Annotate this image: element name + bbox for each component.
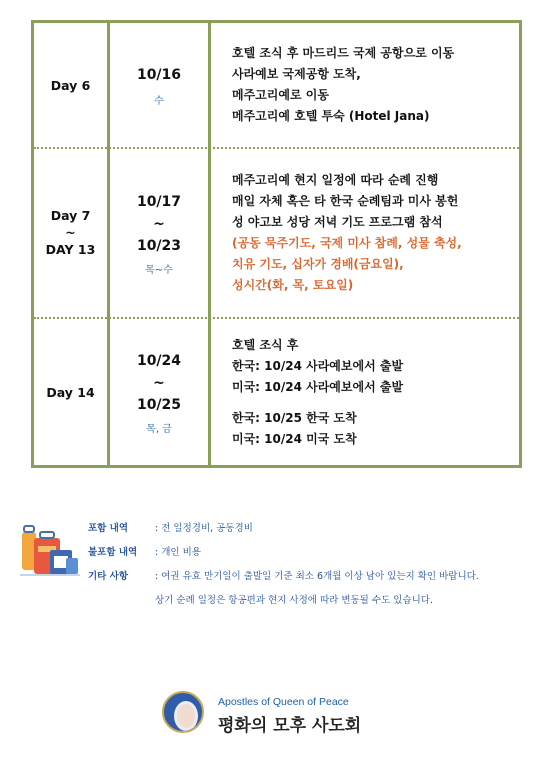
- weekday-label: 수: [154, 95, 164, 107]
- weekday-label: 목~수: [145, 264, 173, 276]
- date-cell: [107, 149, 211, 317]
- info-excluded: [88, 539, 479, 563]
- info-block: [88, 515, 479, 611]
- info-value: : 전 일정경비, 공동경비: [155, 523, 253, 534]
- description-line: 호텔 조식 후: [232, 337, 299, 352]
- date-value: ~: [153, 215, 165, 232]
- info-value: 상기 순례 일정은 항공편과 현지 사정에 따라 변동될 수도 있습니다.: [155, 595, 433, 606]
- day-label: ~: [65, 225, 76, 240]
- description-line: 미국: 10/24 사라예보에서 출발: [232, 379, 404, 394]
- description-line: 메주고리예 현지 일정에 따라 순례 진행: [232, 173, 439, 187]
- description-line: 메주고리예 호텔 투숙 (Hotel Jana): [232, 109, 430, 123]
- day-cell: [34, 23, 107, 147]
- description-cell: [211, 319, 519, 465]
- weekday-label: 목, 금: [146, 423, 172, 435]
- brand-english-name: Apostles of Queen of Peace: [218, 696, 349, 708]
- brand-korean-name: 평화의 모후 사도회: [218, 716, 362, 736]
- info-value: : 여권 유효 만기일이 출발일 기준 최소 6개월 이상 남아 있는지 확인 바랍니다.: [155, 571, 479, 582]
- description-cell: [211, 23, 519, 147]
- description-line: 성 야고보 성당 저녁 기도 프로그램 참석: [232, 215, 443, 229]
- info-label: 불포함 내역: [88, 547, 138, 558]
- day-label: Day 14: [46, 384, 95, 400]
- day-label: Day 6: [50, 77, 91, 93]
- day-cell: [34, 149, 107, 317]
- description-line: 미국: 10/24 미국 도착: [232, 431, 357, 446]
- itinerary-row-day14: [34, 319, 519, 465]
- queen-of-peace-logo: [162, 691, 204, 733]
- description-line: 매일 자체 혹은 타 한국 순례팀과 미사 봉헌: [232, 194, 459, 208]
- highlight-line: 치유 기도, 십자가 경배(금요일),: [232, 257, 404, 271]
- description-line: 호텔 조식 후 마드리드 국제 공항으로 이동: [232, 46, 455, 60]
- luggage-passport-icon: [16, 520, 86, 580]
- description-cell: [211, 149, 519, 317]
- description-line: 사라예보 국제공항 도착,: [232, 67, 361, 81]
- day-cell: [34, 319, 107, 465]
- info-included: [88, 515, 479, 539]
- info-label: 포함 내역: [88, 523, 129, 534]
- description-line: 한국: 10/25 한국 도착: [232, 410, 357, 425]
- info-value: : 개인 비용: [155, 547, 201, 558]
- date-value: 10/25: [136, 396, 182, 413]
- date-value: ~: [153, 374, 165, 391]
- madonna-figure-icon: [174, 701, 198, 731]
- description-line: 메주고리예로 이동: [232, 88, 329, 102]
- date-cell: [107, 319, 211, 465]
- highlight-line: 성시간(화, 목, 토요일): [232, 278, 354, 292]
- itinerary-row-day7-13: [34, 149, 519, 317]
- highlight-line: (공동 묵주기도, 국제 미사 참례, 성물 축성,: [232, 236, 462, 250]
- date-value: 10/23: [136, 237, 182, 254]
- itinerary-table: [31, 20, 522, 468]
- info-other-continued: [88, 587, 479, 611]
- day-label: Day 7: [50, 208, 91, 223]
- date-value: 10/24: [136, 352, 182, 369]
- description-line: 한국: 10/24 사라예보에서 출발: [232, 358, 404, 373]
- info-label: 기타 사항: [88, 571, 129, 582]
- day-label: DAY 13: [45, 242, 96, 257]
- info-other: [88, 563, 479, 587]
- itinerary-row-day6: [34, 23, 519, 147]
- date-value: 10/16: [136, 66, 182, 83]
- date-value: 10/17: [136, 193, 182, 210]
- date-cell: [107, 23, 211, 147]
